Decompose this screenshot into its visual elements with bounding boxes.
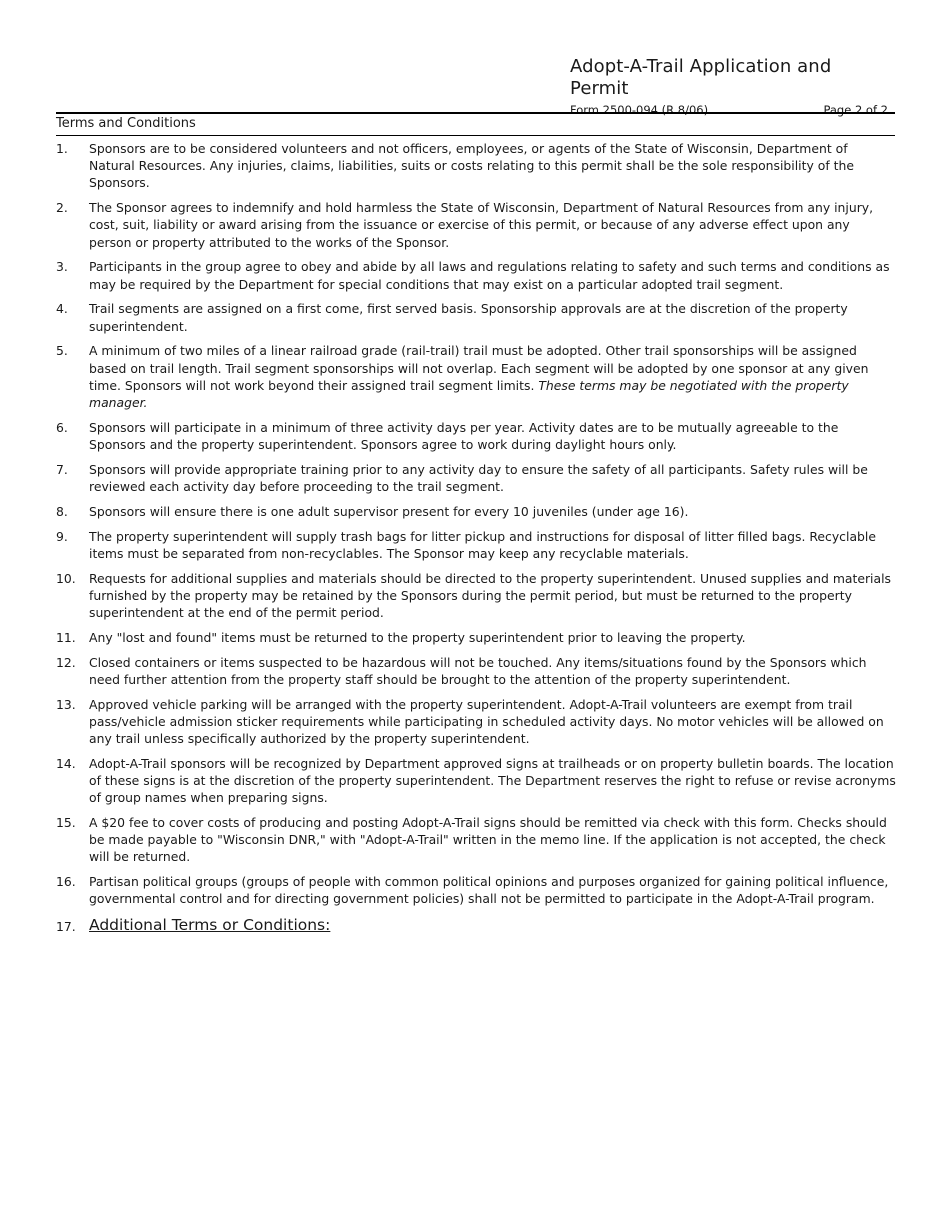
term-number: 17.: [56, 919, 76, 935]
term-number: 7.: [56, 461, 68, 477]
term-number: 4.: [56, 301, 68, 317]
form-number: Form 2500-094 (R 8/06): [570, 103, 709, 117]
term-number: 16.: [56, 874, 76, 890]
term-text: The Sponsor agrees to indemnify and hold harmless the State of Wisconsin, Department of Natural Resources from any injury, cost, suit, liability or award arising from the issuance or exercise of this permit, or because of any adverse effect upon any person or property attributed to the works of the Sponsor.: [89, 200, 874, 250]
term-number: 9.: [56, 528, 68, 544]
term-item: [56, 814, 896, 866]
term-emphasis: These terms may be negotiated with the property manager.: [89, 377, 849, 411]
term-number: 3.: [56, 259, 68, 275]
term-item: [56, 342, 896, 411]
term-number: 1.: [56, 141, 68, 156]
term-item: [56, 570, 896, 622]
term-text: [89, 342, 896, 411]
term-number: 8.: [56, 503, 68, 519]
term-text: Sponsors will provide appropriate training prior to any activity day to ensure the safety of all participants. Safety rules will be reviewed each activity day before proceeding to the trail segment.: [89, 461, 868, 495]
term-text: The property superintendent will supply trash bags for litter pickup and instructions for disposal of litter filled bags. Recyclable items must be separated from non-recyclables. The Sponsor may keep any recyclable materials.: [89, 528, 876, 561]
term-item: [56, 629, 896, 646]
term-item: [56, 258, 896, 292]
term-text: Closed containers or items suspected to be hazardous will not be touched. Any items/situations found by the Sponsors which need further attention from the property staff should be brought to the attention of the property superintendent.: [89, 654, 867, 687]
term-text: A $20 fee to cover costs of producing and posting Adopt-A-Trail signs should be remitted via check with this form. Checks should be made payable to "Wisconsin DNR," with "Adopt-A-Trail" written in the memo line. If the application is not accepted, the check will be returned.: [89, 815, 887, 865]
form-title: Adopt-A-Trail Application and Permit: [570, 56, 832, 99]
term-number: 2.: [56, 200, 68, 216]
term-number: 6.: [56, 419, 68, 435]
page-number: Page 2 of 2: [823, 103, 888, 117]
term-item: [56, 419, 896, 453]
term-text: Approved vehicle parking will be arranged with the property superintendent. Adopt-A-Trail volunteers are exempt from trail pass/vehicle admission sticker requirements while participating in scheduled activity days. No motor vehicles will be allowed on any trail unless specifically authorized by the property superintendent.: [89, 696, 884, 747]
term-text: Sponsors are to be considered volunteers and not officers, employees, or agents of the State of Wisconsin, Department of Natural Resources. Any injuries, claims, liabilities, suits or costs relating to this permit shall be the sole responsibility of the Sponsors.: [89, 141, 854, 191]
term-item: [56, 696, 896, 748]
term-text: Adopt-A-Trail sponsors will be recognized by Department approved signs at trailheads or on property bulletin boards. The location of these signs is at the discretion of the property superintendent. The Department reserves the right to refuse or revise acronyms of group names when preparing signs.: [89, 755, 896, 806]
term-number: 12.: [56, 654, 76, 670]
term-item: [56, 503, 896, 520]
term-text: Partisan political groups (groups of people with common political opinions and purposes organized for gaining political influence, governmental control and for directing government policies) shall not be permitted to participate in the Adopt-A-Trail program.: [89, 874, 889, 907]
term-item: [56, 300, 896, 334]
term-number: 13.: [56, 696, 76, 712]
form-header: [570, 56, 888, 118]
additional-terms-label: Additional Terms or Conditions:: [89, 916, 331, 935]
term-number: 14.: [56, 755, 76, 771]
term-item: [56, 461, 896, 495]
term-text: Any "lost and found" items must be returned to the property superintendent prior to leaving the property.: [89, 629, 746, 645]
term-text-body: A minimum of two miles of a linear railroad grade (rail-trail) trail must be adopted. Other trail sponsorships will be assigned based on trail length. Trail segment sponsorships will not overlap. Each segment will be adopted by one sponsor at any given time. Sponsors will not work beyond their assigned trail segment limits.: [89, 343, 869, 393]
term-item: [56, 528, 896, 562]
term-item: [56, 873, 896, 907]
term-text: Sponsors will participate in a minimum of three activity days per year. Activity dates are to be mutually agreeable to the Sponsors and the property superintendent. Sponsors agree to work during daylight hours only.: [89, 419, 839, 453]
term-number: 15.: [56, 815, 76, 831]
term-number: 5.: [56, 343, 68, 359]
term-text: Trail segments are assigned on a first come, first served basis. Sponsorship approvals are at the discretion of the property superintendent.: [89, 301, 848, 334]
term-number: 11.: [56, 629, 76, 645]
term-item: [56, 199, 896, 251]
section-title: Terms and Conditions: [56, 112, 895, 136]
term-text: Requests for additional supplies and materials should be directed to the property superintendent. Unused supplies and materials furnished by the property may be retained by the Sponsors during the permit period, but must be returned to the property superintendent at the end of the permit period.: [89, 570, 891, 621]
term-text: Participants in the group agree to obey and abide by all laws and regulations relating to safety and such terms and conditions as may be required by the Department for special conditions that may exist on a particular adopted trail segment.: [89, 259, 890, 292]
term-item: [56, 140, 896, 192]
additional-terms-item: [56, 915, 896, 935]
term-number: 10.: [56, 570, 76, 586]
term-item: [56, 654, 896, 688]
term-item: [56, 755, 896, 807]
terms-list: [56, 140, 896, 943]
term-text: Sponsors will ensure there is one adult supervisor present for every 10 juveniles (under age 16).: [89, 503, 689, 519]
